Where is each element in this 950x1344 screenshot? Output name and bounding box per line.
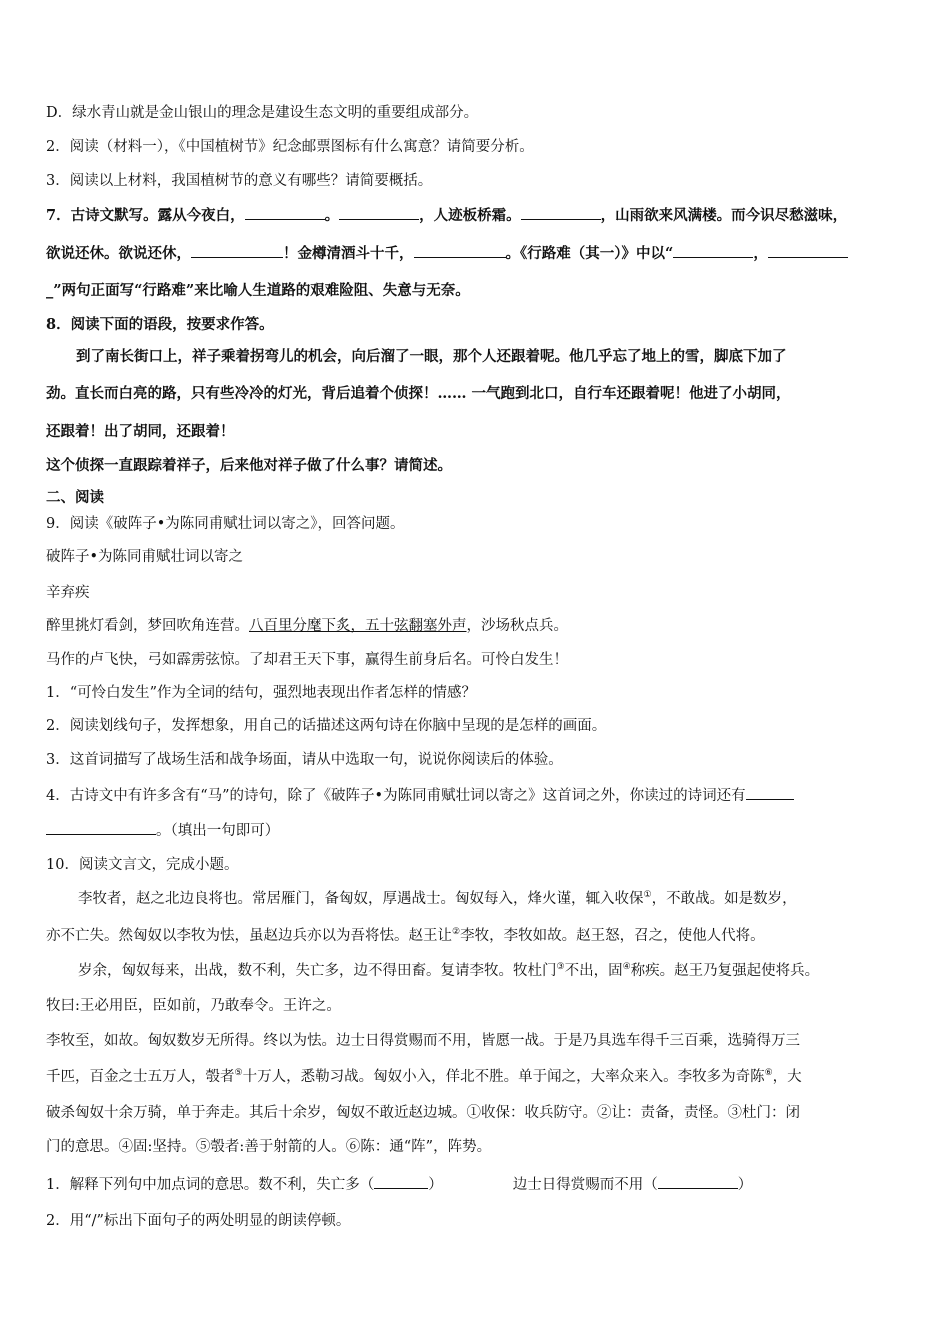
answer-blank[interactable] (245, 205, 325, 220)
poem-line-1: 醉里挑灯看剑，梦回吹角连营。八百里分麾下炙，五十弦翻塞外声，沙场秋点兵。 (46, 618, 568, 634)
classical-line-7: 破杀匈奴十余万骑，单于奔走。其后十余岁，匈奴不敢近赵边城。①收保：收兵防守。②让：责备，责怪。③杜门：闭 (46, 1105, 800, 1121)
dotted-word: 日 (541, 1177, 557, 1193)
question-9: 9．阅读《破阵子•为陈同甫赋壮词以寄之》，回答问题。 (46, 516, 405, 532)
answer-blank[interactable] (339, 205, 419, 220)
answer-blank[interactable] (746, 785, 794, 800)
question-9-1: 1．“可怜白发生”作为全词的结句，强烈地表现出作者怎样的情感？ (46, 685, 477, 701)
question-7-line-3: _”两句正面写“行路难”来比喻人生道路的艰难险阻、失意与无奈。 (46, 282, 470, 299)
underlined-verse: 八百里分麾下炙，五十弦翻塞外声 (249, 618, 467, 634)
question-7-line-2: 欲说还休。欲说还休， ！金樽清酒斗十千， 。《行路难（其一）》中以“ ， (46, 243, 906, 264)
poem-title: 破阵子•为陈同甫赋壮词以寄之 (46, 549, 244, 565)
question-7-line-1: 7．古诗文默写。露从今夜白， 。 ，人迹板桥霜。 ，山雨欲来风满楼。而今识尽愁滋味， (46, 207, 848, 224)
answer-blank[interactable] (374, 1174, 428, 1189)
answer-blank[interactable] (521, 205, 601, 220)
answer-blank[interactable] (414, 243, 506, 258)
question-9-4-cont: 。（填出一句即可） (46, 820, 906, 841)
passage-8-line-1: 到了南长街口上，祥子乘着拐弯儿的机会，向后溜了一眼，那个人还跟着呢。他几乎忘了地上的雪，脚底下加了 (76, 348, 787, 365)
option-d: D．绿水青山就是金山银山的理念是建设生态文明的重要组成部分。 (46, 105, 479, 121)
answer-blank[interactable] (768, 243, 848, 258)
section-heading: 二、阅读 (46, 489, 104, 506)
classical-line-3: 岁余，匈奴每来，出战，数不利，失亡多，边不得田畜。复请李牧。牧杜门③不出，固④称疾。赵王乃复强起使将兵。 (78, 962, 820, 979)
question-8: 8．阅读下面的语段，按要求作答。 (46, 316, 274, 333)
answer-blank[interactable] (46, 820, 156, 835)
passage-8-line-3: 还跟着！出了胡同，还跟着！ (46, 423, 235, 440)
classical-line-2: 亦不亡失。然匈奴以李牧为怯，虽赵边兵亦以为吾将怯。赵王让②李牧，李牧如故。赵王怒，召之，使他人代将。 (46, 927, 765, 944)
question-9-3: 3．这首词描写了战场生活和战争场面，请从中选取一句，说说你阅读后的体验。 (46, 752, 563, 768)
poem-line-2: 马作的卢飞快，弓如霹雳弦惊。了却君王天下事，赢得生前身后名。可怜白发生！ (46, 652, 568, 668)
question-8-prompt: 这个侦探一直跟踪着祥子，后来他对祥子做了什么事？请简述。 (46, 457, 452, 474)
question-10-2: 2．用“/”标出下面句子的两处明显的朗读停顿。 (46, 1213, 351, 1229)
classical-notes: 门的意思。④固:坚持。⑤彀者:善于射箭的人。⑥陈：通“阵”，阵势。 (46, 1139, 492, 1155)
question-9-2: 2．阅读划线句子，发挥想象，用自己的话描述这两句诗在你脑中呈现的是怎样的画面。 (46, 718, 607, 734)
classical-line-5: 李牧至，如故。匈奴数岁无所得。终以为怯。边士日得赏赐而不用，皆愿一战。于是乃具选车得千三百乘，选骑得万三 (46, 1033, 800, 1049)
question-3: 3．阅读以上材料，我国植树节的意义有哪些？请简要概括。 (46, 173, 433, 189)
question-10: 10．阅读文言文，完成小题。 (46, 857, 239, 873)
poem-author: 辛弃疾 (46, 585, 90, 601)
passage-8-line-2: 劲。直长而白亮的路，只有些冷冷的灯光，背后追着个侦探！…… 一气跑到北口，自行车还跟着呢！他进了小胡同， (46, 385, 791, 402)
classical-line-4: 牧曰:王必用臣，臣如前，乃敢奉令。王许之。 (46, 998, 341, 1014)
classical-line-6: 千匹，百金之士五万人，彀者⑤十万人，悉勒习战。匈奴小入，佯北不胜。单于闻之，大率众来入。李牧多为奇陈⑥，大 (46, 1068, 802, 1085)
question-10-1: 1．解释下列句中加点词的意思。数不利，失亡多（ ） 边士日得赏赐而不用（ ） (46, 1174, 906, 1195)
answer-blank[interactable] (673, 243, 753, 258)
classical-line-1: 李牧者，赵之北边良将也。常居雁门，备匈奴，厚遇战士。匈奴每入，烽火谨，辄入收保①，不敢战。如是数岁， (78, 890, 797, 907)
answer-blank[interactable] (191, 243, 283, 258)
question-2: 2．阅读（材料一），《中国植树节》纪念邮票图标有什么寓意？请简要分析。 (46, 139, 534, 155)
question-9-4: 4．古诗文中有许多含有“马”的诗句，除了《破阵子•为陈同甫赋壮词以寄之》这首词之外，你读过的诗词还有 (46, 785, 906, 806)
answer-blank[interactable] (658, 1174, 738, 1189)
